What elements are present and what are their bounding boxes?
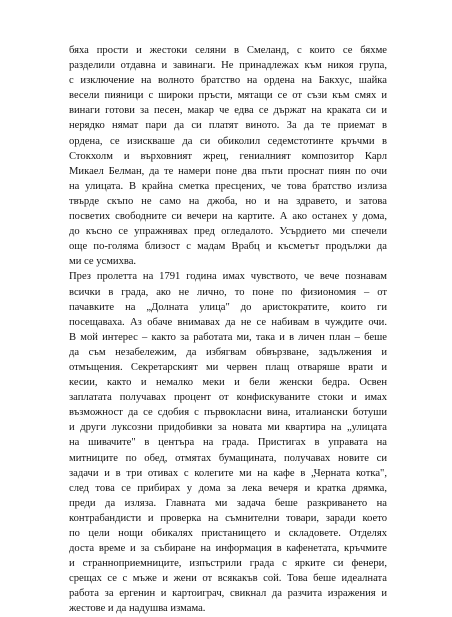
text-line: още по-голяма близост с мадам Врабц и късметът продължи да (69, 241, 387, 253)
text-line: ми се усмихва. (69, 256, 137, 268)
text-line: задачи и в три отивах с колегите ми на кафе в „Черната котка", (69, 467, 387, 479)
text-line: работа за ергенин и картоиграч, свикнал да разчита изражения и (69, 588, 387, 600)
text-line: бяха прости и жестоки селяни в Смеланд, с които се бяхме (69, 45, 387, 56)
text-line: и странноприемниците, изпъстрили града с ярките си фенери, (69, 558, 387, 570)
text-line: винаги готови за песен, макар че едва се държат на краката си и (69, 105, 387, 117)
text-line: възможност да се сдобия с първокласни вина, италиански ботуши (69, 407, 387, 419)
text-line: митниците по обед, отмятах бумащината, получавах новите си (69, 452, 387, 464)
text-line: по цели нощи обикалях пристанището и складовете. Отделях (69, 528, 387, 539)
text-line: с изключение на волното братство на ордена на Бакхус, шайка (69, 75, 387, 87)
text-line: до късно се упражнявах пред огледалото. Усърдието ми спечели (69, 226, 387, 238)
text-line: всички в града, ако не лично, то поне по физиономия – от (69, 286, 387, 298)
text-line: посветих свободните си вечери на картите. А ако останех у дома, (69, 211, 387, 223)
paragraph-2 (69, 269, 387, 616)
text-line: преди да изляза. Главната ми задача беше разкриването на (69, 497, 387, 509)
text-line: твърде скъпо не само на джоба, но и на здравето, и затова (69, 195, 387, 207)
text-line: да съм незабележим, да избягвам обвързване, задължения и (69, 346, 387, 358)
text-line: Стокхолм и върховният жрец, гениалният композитор Карл (69, 150, 387, 162)
text-line: контрабандисти и проверка на съмнителни товари, заради което (69, 512, 387, 524)
text-line: доста време и за събиране на информация в кафенетата, кръчмите (69, 543, 387, 555)
text-line: нерядко нямат пари да си платят виното. За да те приемат в (69, 120, 387, 132)
text-line: на улицата. В крайна сметка пресцених, че това братство излиза (69, 180, 387, 192)
text-line: след това се прибирах у дома за лека вечеря и кратка дрямка, (69, 482, 387, 494)
text-line: на шивачите" в центъра на града. Пристигах в управата на (69, 437, 387, 449)
text-line: През пролетта на 1791 година имах чувството, че вече познавам (69, 271, 387, 283)
text-line: и други луксозни придобивки за новата ми квартира на „улицата (69, 422, 387, 434)
text-line: кесии, както и немалко меки и бели женски бедра. Освен (69, 377, 387, 389)
body-text (69, 43, 387, 617)
text-line: пачавките на „Долната улица" до аристократите, които ги (69, 301, 387, 313)
text-line: разделили отдавна и завинаги. Не принадлежах към никоя група, (69, 60, 387, 72)
text-line: ордена, се изискваше да си обиколил седемстотинте кръчми в (69, 135, 387, 147)
text-line: отмъщения. Секретарският ми червен плащ отваряше врати и (69, 361, 387, 373)
text-line: Микаел Белман, да те намери поне два пъти проснат пиян по очи (69, 165, 387, 177)
text-line: В мой интерес – както за работата ми, така и в личен план – беше (69, 331, 387, 343)
text-line: весели пияници с широки пръсти, мятащи се от съзи към смях и (69, 90, 387, 102)
text-line: срещах се с мъже и жени от всякакъв сой. Това беше идеалната (69, 573, 387, 585)
text-line: заплатата получавах процент от конфискуваните стоки и имах (69, 392, 387, 404)
text-line: жестове и да надушва измама. (69, 603, 206, 615)
text-line: посещаваха. Аз обаче внимавах да не се набивам в чуждите очи. (69, 316, 387, 328)
paragraph-1 (69, 43, 387, 269)
